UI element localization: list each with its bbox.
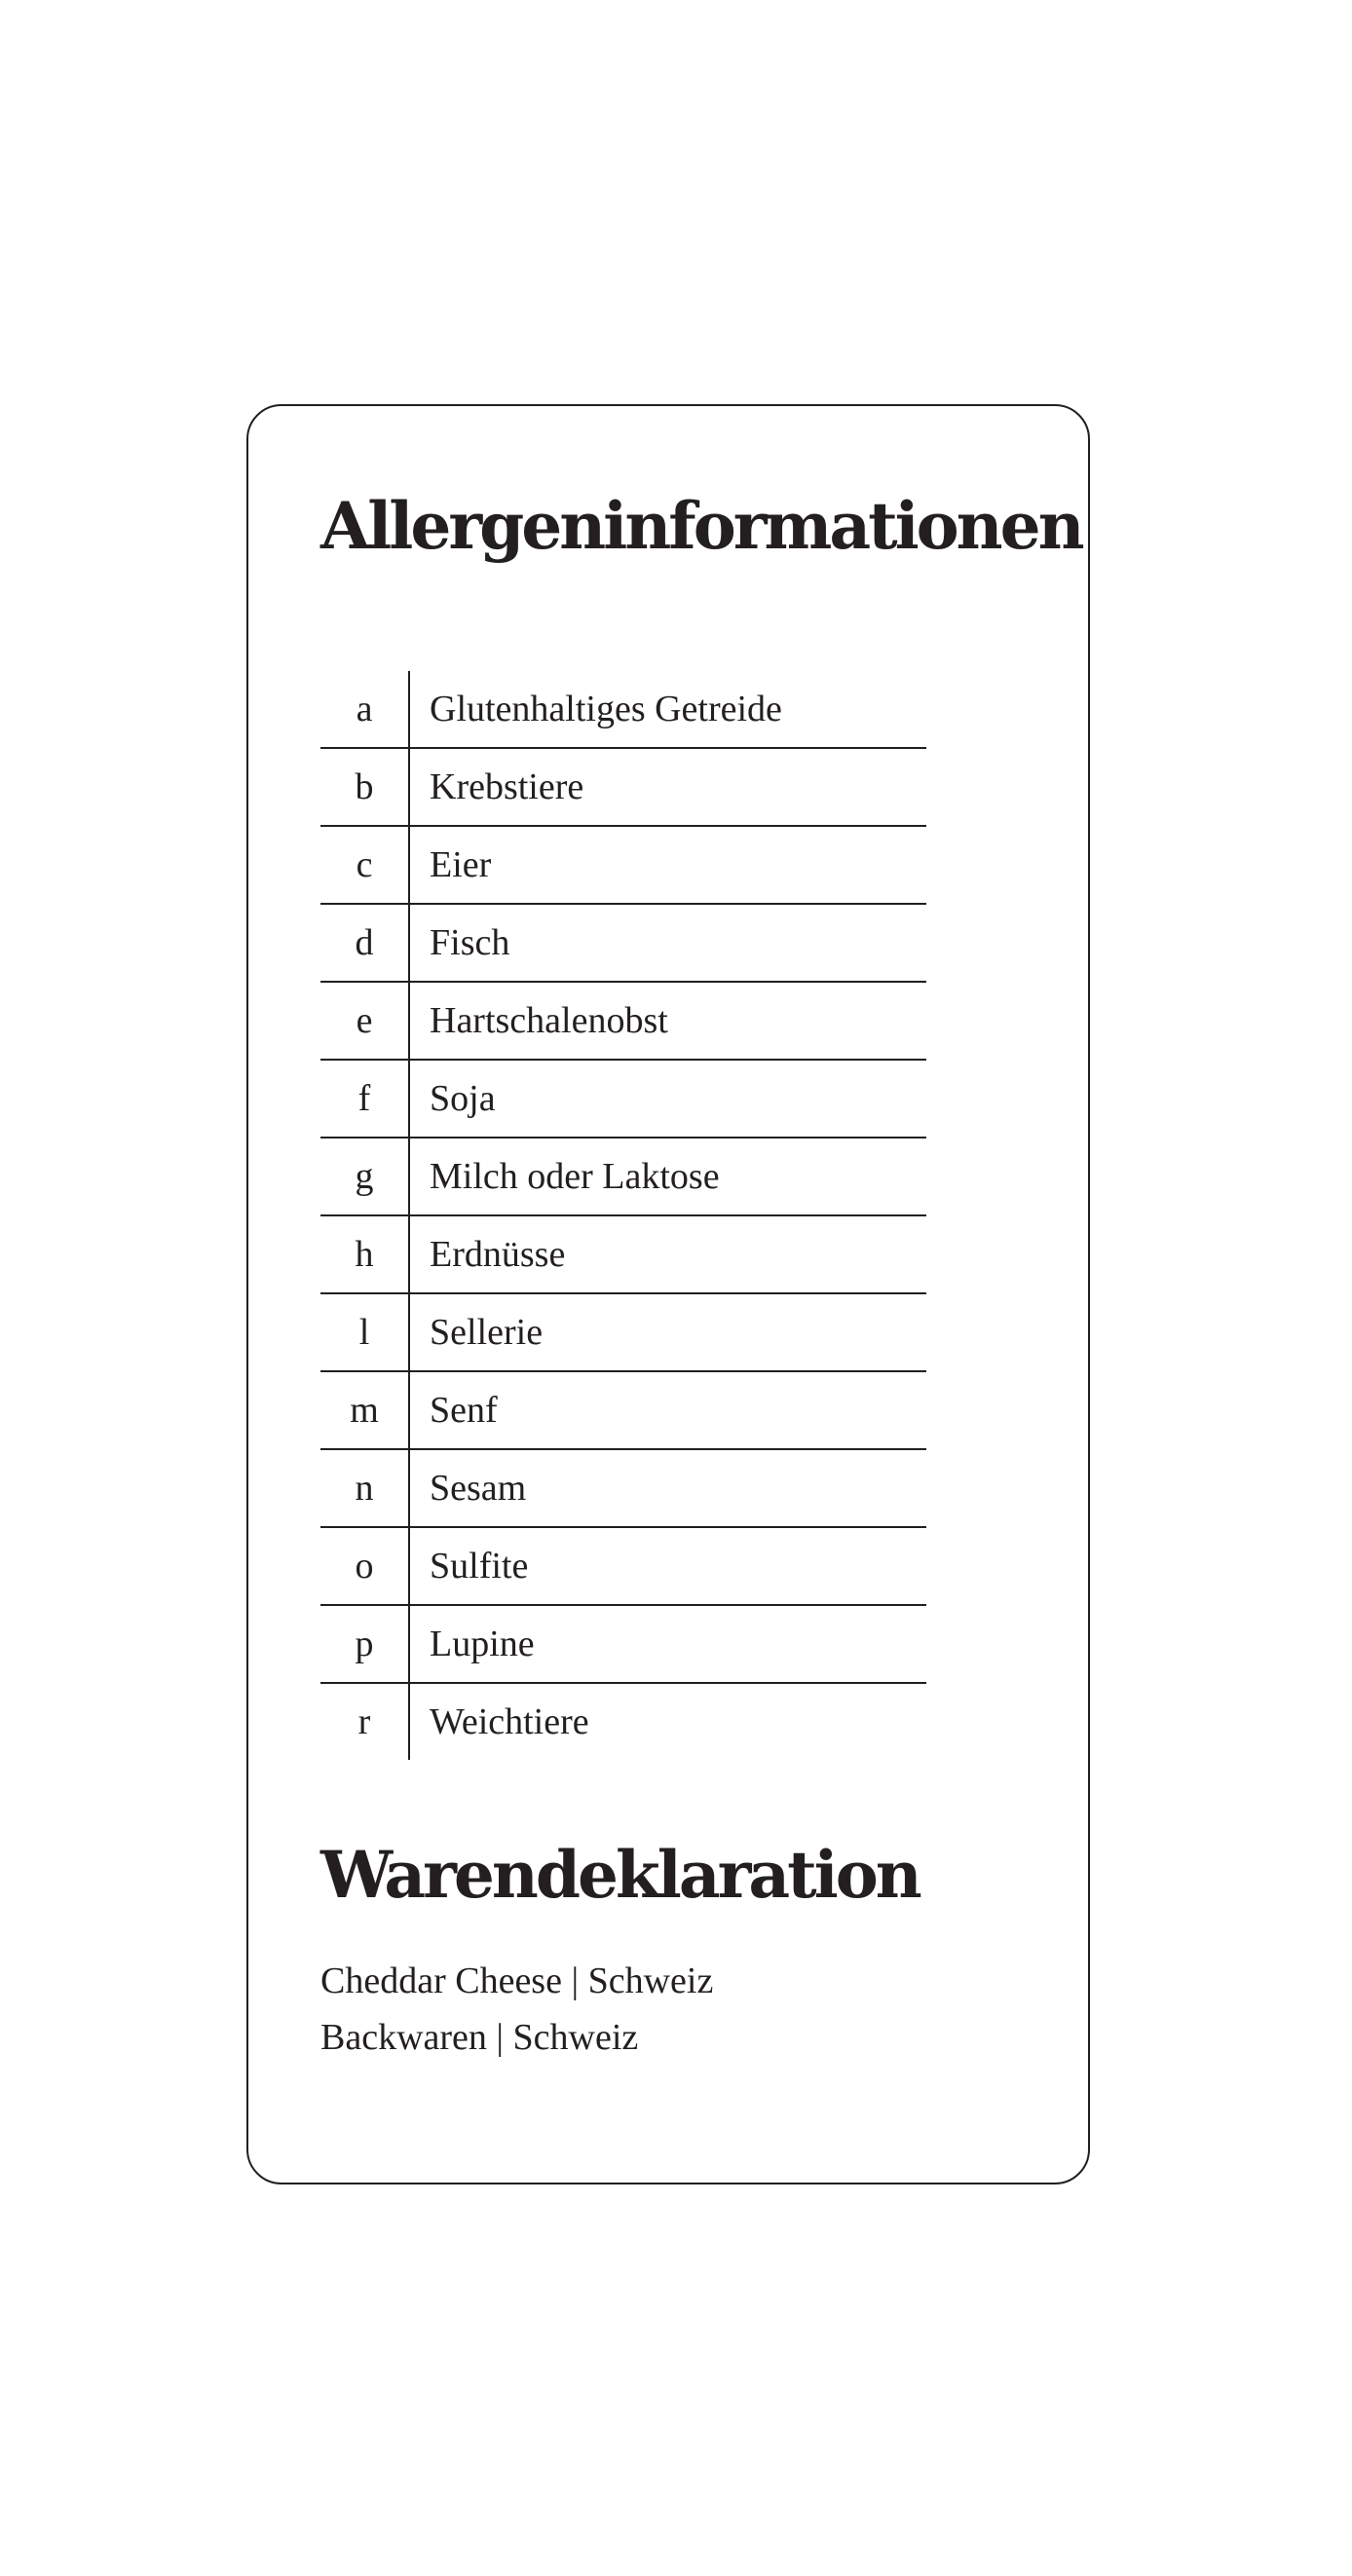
allergen-name: Erdnüsse (409, 1215, 926, 1293)
declaration-list (320, 1953, 713, 2066)
allergen-heading: Allergeninformationen (320, 488, 1082, 564)
table-row (320, 1605, 926, 1683)
table-row (320, 748, 926, 826)
table-row (320, 1060, 926, 1138)
table-row (320, 1527, 926, 1605)
allergen-name: Weichtiere (409, 1683, 926, 1760)
allergen-name: Sulfite (409, 1527, 926, 1605)
allergen-code: c (320, 826, 409, 904)
allergen-code: f (320, 1060, 409, 1138)
allergen-name: Fisch (409, 904, 926, 982)
table-row (320, 1138, 926, 1215)
table-row (320, 671, 926, 748)
table-row (320, 1683, 926, 1760)
allergen-name: Sesam (409, 1449, 926, 1527)
allergen-name: Krebstiere (409, 748, 926, 826)
allergen-name: Sellerie (409, 1293, 926, 1371)
allergen-name: Senf (409, 1371, 926, 1449)
allergen-code: o (320, 1527, 409, 1605)
declaration-heading: Warendeklaration (320, 1837, 920, 1913)
table-row (320, 904, 926, 982)
allergen-name: Lupine (409, 1605, 926, 1683)
table-row (320, 1449, 926, 1527)
allergen-code: m (320, 1371, 409, 1449)
declaration-line: Cheddar Cheese | Schweiz (320, 1960, 714, 2001)
table-row (320, 982, 926, 1060)
allergen-code: g (320, 1138, 409, 1215)
allergen-code: e (320, 982, 409, 1060)
table-row (320, 826, 926, 904)
table-row (320, 1371, 926, 1449)
allergen-code: n (320, 1449, 409, 1527)
allergen-code: h (320, 1215, 409, 1293)
allergen-name: Milch oder Laktose (409, 1138, 926, 1215)
allergen-code: r (320, 1683, 409, 1760)
allergen-info-card (246, 404, 1090, 2184)
allergen-code: a (320, 671, 409, 748)
allergen-name: Hartschalenobst (409, 982, 926, 1060)
allergen-table (320, 671, 926, 1760)
allergen-code: l (320, 1293, 409, 1371)
allergen-name: Eier (409, 826, 926, 904)
allergen-name: Glutenhaltiges Getreide (430, 689, 782, 729)
allergen-code: b (320, 748, 409, 826)
table-row (320, 1215, 926, 1293)
table-row (320, 1293, 926, 1371)
allergen-name: Soja (409, 1060, 926, 1138)
allergen-code: p (320, 1605, 409, 1683)
declaration-line: Backwaren | Schweiz (320, 2017, 639, 2058)
allergen-code: d (320, 904, 409, 982)
